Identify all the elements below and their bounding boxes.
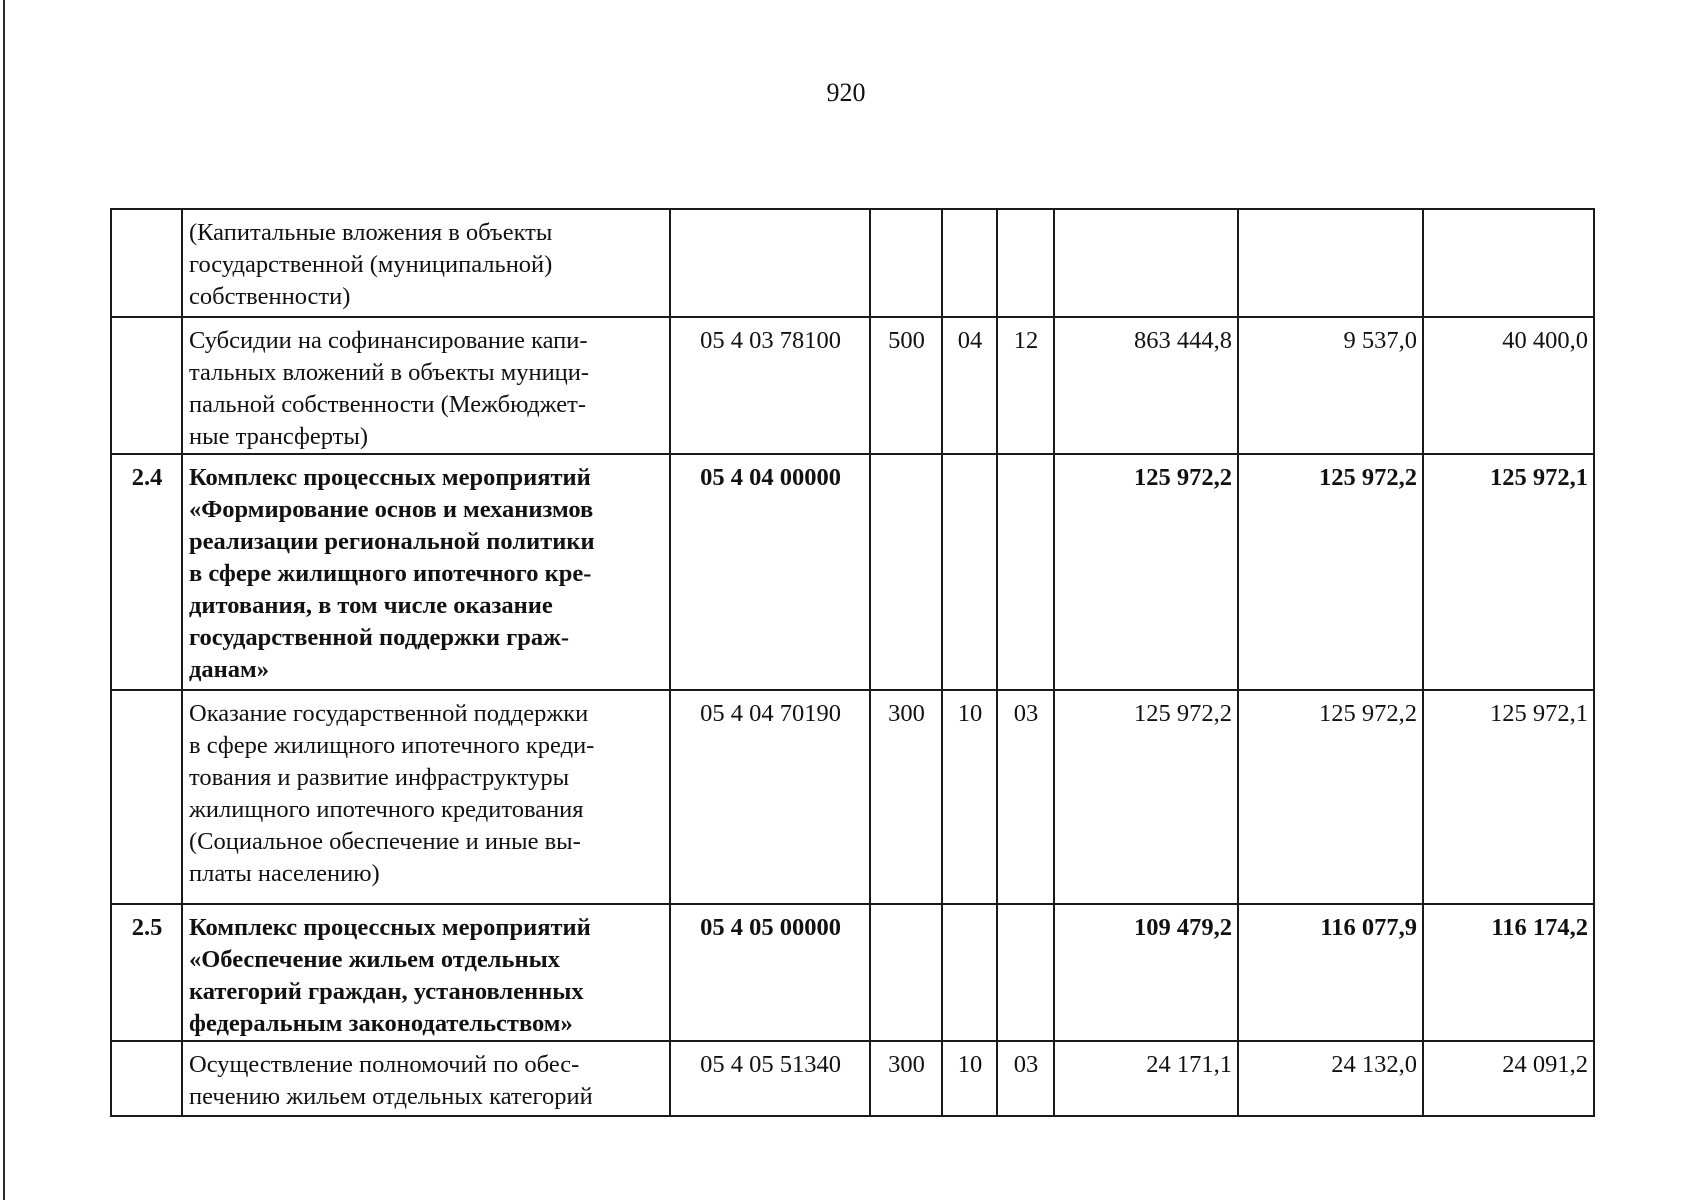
section-row <box>111 454 1594 690</box>
expense-type-cell: 500 <box>870 317 942 454</box>
amount-year1-cell: 863 444,8 <box>1054 317 1238 454</box>
row-name-cell <box>182 690 670 904</box>
subsection-cell <box>997 904 1054 1041</box>
amount-year3-cell: 40 400,0 <box>1423 317 1594 454</box>
row-number-cell <box>111 209 182 317</box>
row-name-line: пальной собственности (Межбюджет- <box>189 391 587 418</box>
amount-year2-cell: 24 132,0 <box>1238 1041 1423 1116</box>
amount-year3-cell <box>1423 209 1594 317</box>
table-row <box>111 317 1594 454</box>
row-name-line: данам» <box>189 656 269 683</box>
amount-year2-cell <box>1238 209 1423 317</box>
amount-year3-cell: 125 972,1 <box>1423 690 1594 904</box>
row-name-line: тальных вложений в объекты муници- <box>189 359 590 386</box>
amount-year3-cell: 125 972,1 <box>1423 454 1594 690</box>
row-name-cell <box>182 454 670 690</box>
row-name-line: государственной поддержки граж- <box>189 624 570 651</box>
row-name-line: федеральным законодательством» <box>189 1010 573 1037</box>
budget-code-cell: 05 4 04 70190 <box>670 690 870 904</box>
row-name-line: Субсидии на софинансирование капи- <box>189 327 588 354</box>
amount-year2-cell: 9 537,0 <box>1238 317 1423 454</box>
row-name-line: печению жильем отдельных категорий <box>189 1083 593 1110</box>
row-name-line: в сфере жилищного ипотечного креди- <box>189 732 595 759</box>
amount-year2-cell: 116 077,9 <box>1238 904 1423 1041</box>
row-name-line: в сфере жилищного ипотечного кре- <box>189 560 592 587</box>
amount-year1-cell <box>1054 209 1238 317</box>
amount-year3-cell: 24 091,2 <box>1423 1041 1594 1116</box>
budget-table <box>110 208 1595 1117</box>
row-name-line: жилищного ипотечного кредитования <box>189 796 584 823</box>
row-name-line: дитования, в том числе оказание <box>189 592 553 619</box>
subsection-cell: 12 <box>997 317 1054 454</box>
amount-year1-cell: 125 972,2 <box>1054 454 1238 690</box>
section-cell: 04 <box>942 317 997 454</box>
subsection-cell <box>997 209 1054 317</box>
section-cell: 10 <box>942 1041 997 1116</box>
expense-type-cell: 300 <box>870 690 942 904</box>
section-cell <box>942 209 997 317</box>
amount-year2-cell: 125 972,2 <box>1238 454 1423 690</box>
row-name-line: «Формирование основ и механизмов <box>189 496 594 523</box>
subsection-cell: 03 <box>997 690 1054 904</box>
row-name-cell <box>182 904 670 1041</box>
budget-code-cell <box>670 209 870 317</box>
budget-code-cell: 05 4 05 51340 <box>670 1041 870 1116</box>
row-name-line: реализации региональной политики <box>189 528 595 555</box>
table-row <box>111 1041 1594 1116</box>
row-number-cell <box>111 1041 182 1116</box>
table-row <box>111 209 1594 317</box>
row-name-line: Комплекс процессных мероприятий <box>189 914 591 941</box>
section-cell <box>942 454 997 690</box>
section-cell: 10 <box>942 690 997 904</box>
amount-year1-cell: 24 171,1 <box>1054 1041 1238 1116</box>
section-cell <box>942 904 997 1041</box>
row-name-line: «Обеспечение жильем отдельных <box>189 946 560 973</box>
row-name-line: тования и развитие инфраструктуры <box>189 764 570 791</box>
section-row <box>111 904 1594 1041</box>
row-number-cell: 2.4 <box>111 454 182 690</box>
row-number-cell: 2.5 <box>111 904 182 1041</box>
amount-year3-cell: 116 174,2 <box>1423 904 1594 1041</box>
row-name-line: Оказание государственной поддержки <box>189 700 589 727</box>
expense-type-cell <box>870 454 942 690</box>
subsection-cell <box>997 454 1054 690</box>
row-name-line: (Капитальные вложения в объекты <box>189 219 553 246</box>
row-name-line: Комплекс процессных мероприятий <box>189 464 591 491</box>
row-name-line: Осуществление полномочий по обес- <box>189 1051 580 1078</box>
amount-year1-cell: 125 972,2 <box>1054 690 1238 904</box>
row-number-cell <box>111 317 182 454</box>
row-name-line: категорий граждан, установленных <box>189 978 584 1005</box>
row-name-line: ные трансферты) <box>189 423 368 450</box>
expense-type-cell <box>870 209 942 317</box>
amount-year1-cell: 109 479,2 <box>1054 904 1238 1041</box>
row-name-cell <box>182 209 670 317</box>
amount-year2-cell: 125 972,2 <box>1238 690 1423 904</box>
expense-type-cell <box>870 904 942 1041</box>
row-name-cell <box>182 317 670 454</box>
row-number-cell <box>111 690 182 904</box>
row-name-line: государственной (муниципальной) <box>189 251 553 278</box>
table-row <box>111 690 1594 904</box>
row-name-line: собственности) <box>189 283 351 310</box>
subsection-cell: 03 <box>997 1041 1054 1116</box>
row-name-cell <box>182 1041 670 1116</box>
row-name-line: (Социальное обеспечение и иные вы- <box>189 828 581 855</box>
scan-page-edge <box>3 0 5 1200</box>
row-name-line: платы населению) <box>189 860 380 887</box>
budget-code-cell: 05 4 05 00000 <box>670 904 870 1041</box>
budget-code-cell: 05 4 04 00000 <box>670 454 870 690</box>
expense-type-cell: 300 <box>870 1041 942 1116</box>
budget-code-cell: 05 4 03 78100 <box>670 317 870 454</box>
page-number: 920 <box>826 78 866 107</box>
